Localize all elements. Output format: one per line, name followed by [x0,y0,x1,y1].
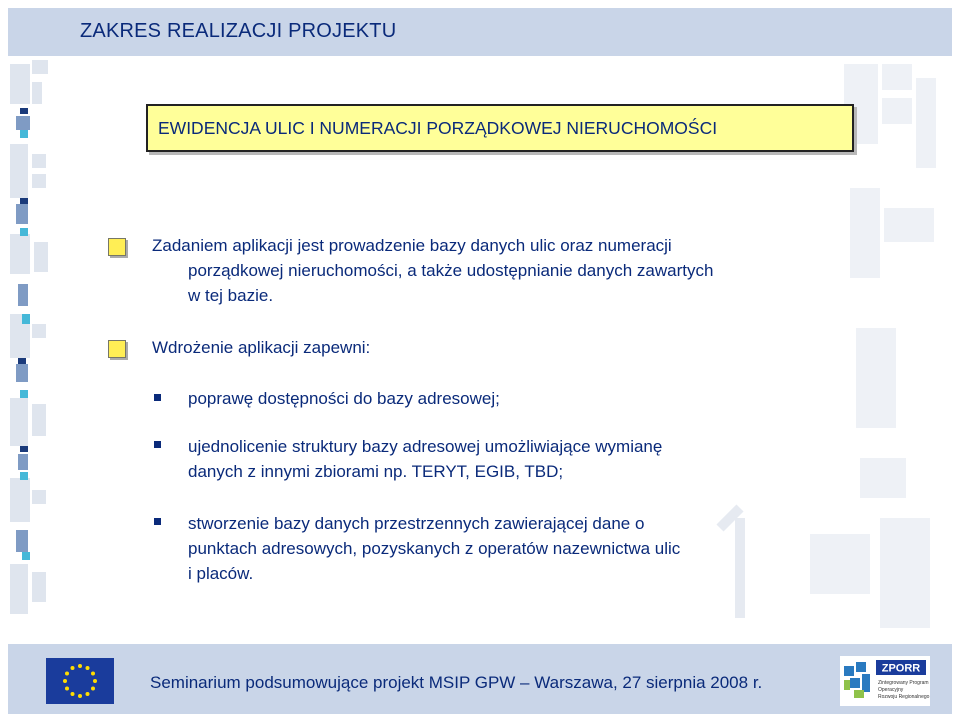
zporr-logo-mark-icon [840,656,930,706]
page-title: ZAKRES REALIZACJI PROJEKTU [80,20,397,42]
zporr-logo-name: ZPORR [881,662,921,675]
subpoint-3-line-1: stworzenie bazy danych przestrzennych zawierającej dane o [188,514,645,533]
square-bullet-icon [108,340,126,358]
zporr-logo [840,656,930,706]
point-2-line-1: Wdrożenie aplikacji zapewni: [152,338,371,357]
subpoint-3-line-2: punktach adresowych, pozyskanych z operatów nazewnictwa ulic [188,539,681,558]
subpoint-3 [188,511,680,586]
point-1-line-1: Zadaniem aplikacji jest prowadzenie bazy danych ulic oraz numeracji [152,236,672,255]
subpoint-2 [188,434,662,484]
point-1-line-2: porządkowej nieruchomości, a także udostępnianie danych zawartych [188,261,714,280]
footer-text: Seminarium podsumowujące projekt MSIP GPW – Warszawa, 27 sierpnia 2008 r. [150,673,763,692]
small-bullet-icon [154,441,161,448]
subpoint-2-line-1: ujednolicenie struktury bazy adresowej umożliwiające wymianę [188,437,663,456]
subpoint-1-line-1: poprawę dostępności do bazy adresowej; [188,389,500,408]
subpoint-1 [188,386,500,411]
zporr-logo-caption-1: Zintegrowany Program [878,680,929,686]
eu-flag-icon [46,658,114,704]
subpoint-2-line-2: danych z innymi zbiorami np. TERYT, EGIB, TBD; [188,462,564,481]
square-bullet-icon [108,238,126,256]
zporr-logo-caption-3: Rozwoju Regionalnego [878,694,930,700]
subpoint-3-line-3: i placów. [188,564,254,583]
left-decoration [6,58,52,638]
small-bullet-icon [154,518,161,525]
section-title: EWIDENCJA ULIC I NUMERACJI PORZĄDKOWEJ NIERUCHOMOŚCI [158,118,718,138]
section-title-box [146,104,854,152]
point-1-line-3: w tej bazie. [188,286,274,305]
small-bullet-icon [154,394,161,401]
point-2 [152,335,370,360]
zporr-logo-caption-2: Operacyjny [878,687,904,693]
point-1 [152,233,713,308]
